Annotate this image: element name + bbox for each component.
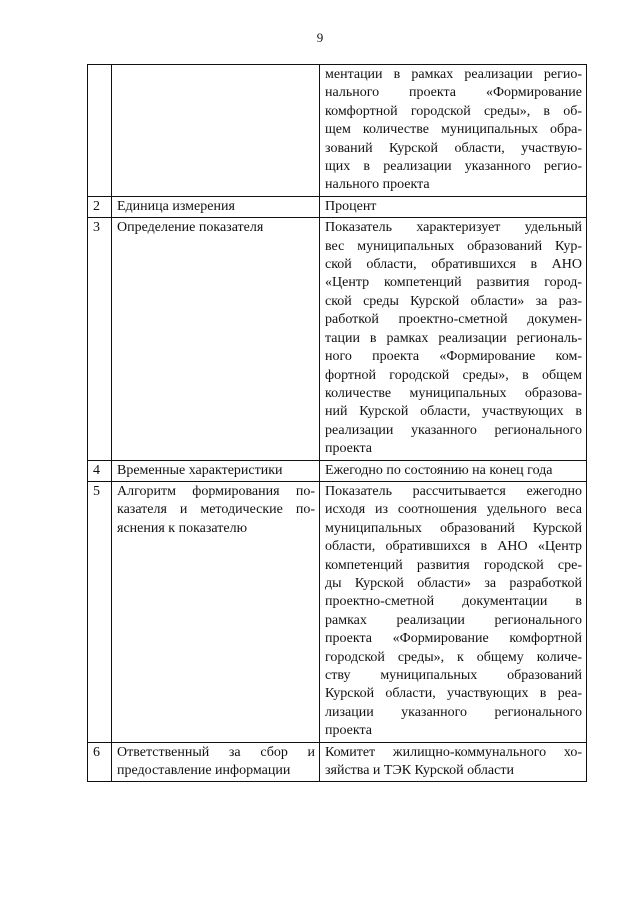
label-cell xyxy=(112,742,320,782)
cell-text-line: фортной городской среды», в общем xyxy=(325,367,582,383)
table-row xyxy=(88,481,587,742)
cell-text-line: комфортной городской среды», в об- xyxy=(325,103,582,119)
value-cell xyxy=(320,218,587,460)
row-number-cell: 2 xyxy=(88,196,112,217)
cell-text-line: проекта «Формирование комфортной xyxy=(325,631,582,647)
cell-text-line: Процент xyxy=(325,198,377,214)
cell-text-line: зяйства и ТЭК Курской области xyxy=(325,763,514,779)
value-cell xyxy=(320,196,587,217)
cell-text-line: проекта xyxy=(325,441,372,457)
cell-text-line: ды Курской области» за разработкой xyxy=(325,575,582,591)
cell-text-line: «Центр компетенций развития город- xyxy=(325,275,582,291)
cell-text-line: ству муниципальных образований xyxy=(325,668,582,683)
cell-text-line: компетенций развития городской сре- xyxy=(325,557,582,573)
cell-text-line: Ежегодно по состоянию на конец года xyxy=(325,462,553,478)
row-number-cell: 5 xyxy=(88,481,112,742)
cell-text-line: тации в рамках реализации региональ- xyxy=(325,330,582,346)
cell-text-line: казателя и методические по- xyxy=(117,502,315,518)
value-cell xyxy=(320,481,587,742)
cell-text-line: вес муниципальных образований Кур- xyxy=(325,238,582,254)
cell-text-line: Единица измерения xyxy=(117,198,235,214)
cell-text-line: Показатель рассчитывается ежегодно xyxy=(325,483,582,499)
cell-text-line: щих в реализации указанного регио- xyxy=(325,159,582,175)
cell-text-line: Определение показателя xyxy=(117,220,264,236)
cell-text-line: щем количестве муниципальных обра- xyxy=(325,122,582,138)
indicator-passport-table xyxy=(87,64,587,782)
cell-text-line: яснения к показателю xyxy=(117,520,248,536)
table-row xyxy=(88,460,587,481)
cell-text-line: проектно-сметной документации в xyxy=(325,594,582,610)
value-cell xyxy=(320,460,587,481)
cell-text-line: Показатель характеризует удельный xyxy=(325,220,582,236)
cell-text-line: Алгоритм формирования по- xyxy=(117,483,315,499)
cell-text-line: исходя из соотношения удельного веса xyxy=(325,502,582,518)
table-body xyxy=(88,65,587,782)
cell-text-line: городской среды», к общему количе- xyxy=(325,649,582,665)
cell-text-line: Временные характеристики xyxy=(117,462,283,478)
label-cell xyxy=(112,218,320,460)
cell-text-line: зований Курской области, участвую- xyxy=(325,140,582,156)
table-row xyxy=(88,742,587,782)
cell-text-line: лизации указанного регионального xyxy=(325,704,582,720)
label-cell xyxy=(112,460,320,481)
table-row xyxy=(88,218,587,460)
row-number-cell: 3 xyxy=(88,218,112,460)
row-number-cell: 6 xyxy=(88,742,112,782)
cell-text-line: нального проекта «Формирование xyxy=(325,85,582,101)
cell-text-line: количестве муниципальных образова- xyxy=(325,385,582,401)
cell-text-line: работкой проектно-сметной докумен- xyxy=(325,312,582,328)
cell-text-line: реализации указанного регионального xyxy=(325,422,582,438)
cell-text-line: нального проекта xyxy=(325,177,430,193)
label-cell xyxy=(112,481,320,742)
value-cell xyxy=(320,742,587,782)
table-row xyxy=(88,196,587,217)
cell-text-line: ментации в рамках реализации регио- xyxy=(325,67,582,82)
cell-text-line: Курской области, участвующих в реа- xyxy=(325,686,582,702)
cell-text-line: предоставление информации xyxy=(117,763,291,779)
row-number-cell: 4 xyxy=(88,460,112,481)
table-row xyxy=(88,65,587,197)
cell-text-line: ного проекта «Формирование ком- xyxy=(325,349,582,365)
cell-text-line: ской среды Курской области» за раз- xyxy=(325,293,582,309)
cell-text-line: муниципальных образований Курской xyxy=(325,520,582,536)
row-number-cell xyxy=(88,65,112,197)
cell-text-line: Комитет жилищно-коммунального хо- xyxy=(325,744,582,760)
cell-text-line: области, обратившихся в АНО «Центр xyxy=(325,539,582,555)
page-number: 9 xyxy=(316,30,324,45)
cell-text-line: ний Курской области, участвующих в xyxy=(325,404,582,420)
label-cell xyxy=(112,65,320,197)
cell-text-line: Ответственный за сбор и xyxy=(117,744,315,760)
cell-text-line: ской области, обратившихся в АНО xyxy=(325,257,582,273)
cell-text-line: рамках реализации регионального xyxy=(325,612,582,628)
value-cell xyxy=(320,65,587,197)
label-cell xyxy=(112,196,320,217)
cell-text-line: проекта xyxy=(325,723,372,739)
